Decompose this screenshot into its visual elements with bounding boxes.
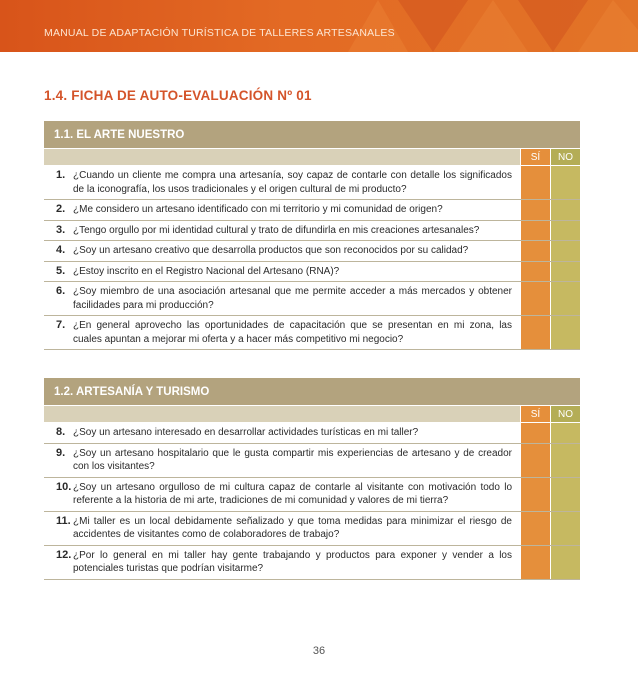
header-banner [0,0,638,52]
banner-pattern-decoration [338,0,638,52]
no-column-header: NO [550,406,580,422]
answer-header-row [44,149,580,166]
question-number: 12. [56,548,72,561]
block-title: 1.1. EL ARTE NUESTRO [44,121,580,149]
yes-answer-box[interactable] [520,221,550,241]
evaluation-table-1 [44,121,580,350]
no-answer-box[interactable] [550,423,580,443]
page-number: 36 [312,645,326,657]
yes-answer-box[interactable] [520,316,550,349]
question-text: ¿Soy miembro de una asociación artesanal que me permite acceder a más mercados y obtener facilidades para mi producción? [73,286,512,311]
yes-answer-box[interactable] [520,478,550,511]
question-number: 3. [56,223,66,236]
question-text: ¿Soy un artesano hospitalario que le gusta compartir mis experiencias de artesano y de creador con los visitantes? [73,447,512,472]
yes-answer-box[interactable] [520,423,550,443]
question-number: 6. [56,285,66,297]
no-answer-box[interactable] [550,444,580,477]
page-title: 1.4. FICHA DE AUTO-EVALUACIÓN Nº 01 [44,88,312,103]
question-text: ¿Estoy inscrito en el Registro Nacional del Artesano (RNA)? [73,265,340,277]
question-text: ¿Cuando un cliente me compra una artesanía, soy capaz de contarle con detalle los significados de la iconografía, los usos tradicionales y el origen cultural de mi producto? [73,170,512,195]
yes-column-header: SÍ [520,149,550,165]
no-answer-box[interactable] [550,200,580,220]
no-answer-box[interactable] [550,221,580,241]
yes-answer-box[interactable] [520,444,550,477]
question-text: ¿Soy un artesano creativo que desarrolla productos que son reconocidos por su calidad? [73,245,469,256]
yes-answer-box[interactable] [520,262,550,282]
yes-answer-box[interactable] [520,512,550,545]
yes-answer-box[interactable] [520,166,550,199]
question-row [44,546,580,580]
question-row [44,200,580,221]
no-answer-box[interactable] [550,166,580,199]
question-row [44,512,580,546]
question-text: ¿Me considero un artesano identificado con mi territorio y mi comunidad de origen? [73,204,443,215]
question-number: 2. [56,203,66,215]
question-number: 1. [56,169,66,181]
question-row [44,444,580,478]
no-answer-box[interactable] [550,512,580,545]
question-row [44,241,580,262]
yes-column-header: SÍ [520,406,550,422]
question-text: ¿Tengo orgullo por mi identidad cultural y trato de difundirla en mis creaciones artesanales? [73,224,480,236]
question-number: 11. [56,514,71,527]
question-text: ¿Soy un artesano interesado en desarrollar actividades turísticas en mi taller? [73,427,419,438]
answer-header-row [44,406,580,423]
question-row [44,316,580,350]
no-answer-box[interactable] [550,262,580,282]
yes-answer-box[interactable] [520,282,550,315]
question-number: 5. [56,264,66,277]
question-number: 7. [56,319,66,331]
question-text: ¿En general aprovecho las oportunidades de capacitación que se presentan en mi zona, las cuales apuntan a mejorar mi oferta y a hacer más competitivo mi negocio? [73,320,512,345]
question-row [44,282,580,316]
question-text: ¿Por lo general en mi taller hay gente trabajando y productos para exponer y vender a los potenciales turistas que podrían visitarme? [73,549,512,574]
no-answer-box[interactable] [550,282,580,315]
no-answer-box[interactable] [550,241,580,261]
question-row [44,262,580,283]
yes-answer-box[interactable] [520,200,550,220]
block-title: 1.2. ARTESANÍA Y TURISMO [44,378,580,406]
question-row [44,423,580,444]
question-text: ¿Mi taller es un local debidamente señalizado y que toma medidas para minimizar el riesgo de accidentes de visitantes como de colaboradores de trabajo? [73,515,512,540]
no-answer-box[interactable] [550,316,580,349]
question-number: 4. [56,244,66,256]
question-number: 10. [56,480,72,493]
question-text: ¿Soy un artesano orgulloso de mi cultura capaz de contarle al visitante con motivación todo lo referente a la historia de mi arte, tradiciones de mi comunidad y valores de mi tierra? [73,481,512,506]
question-row [44,166,580,200]
no-answer-box[interactable] [550,478,580,511]
question-number: 9. [56,446,66,459]
question-number: 8. [56,426,66,438]
manual-title: MANUAL DE ADAPTACIÓN TURÍSTICA DE TALLERES ARTESANALES [44,27,395,39]
question-row [44,221,580,242]
no-column-header: NO [550,149,580,165]
evaluation-table-2 [44,378,580,580]
no-answer-box[interactable] [550,546,580,579]
yes-answer-box[interactable] [520,241,550,261]
question-row [44,478,580,512]
yes-answer-box[interactable] [520,546,550,579]
